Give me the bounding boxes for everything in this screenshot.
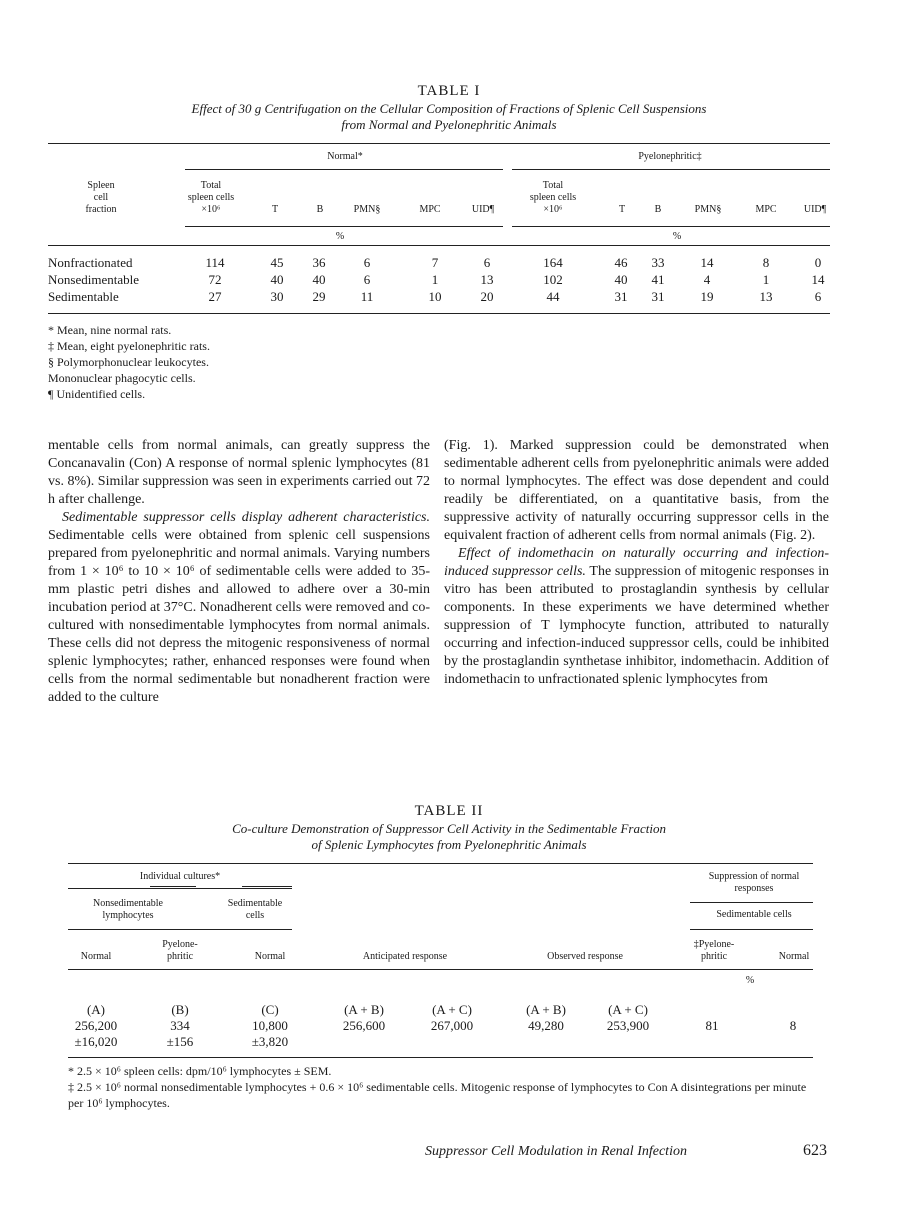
- table1-row-label: Sedimentable: [48, 289, 119, 304]
- table1-cell: 8: [762, 255, 770, 270]
- table1-col-total-normal: Total spleen cells ×10⁶: [187, 180, 235, 215]
- table2-h-anticipated: Anticipated response: [362, 951, 448, 962]
- table2-h-normal3: Normal: [778, 951, 810, 962]
- table1-cell: 40: [270, 272, 284, 287]
- table1-cell: 29: [312, 289, 326, 304]
- table1-row-label: Nonfractionated: [48, 255, 133, 270]
- table2-individual-cultures: Individual cultures*: [139, 871, 221, 882]
- table1-caption-line2: from Normal and Pyelonephritic Animals: [341, 117, 557, 132]
- body-paragraph: Effect of indomethacin on naturally occurring and infection-induced suppressor cells. The suppression of mitogenic responses in vitro has been attributed to prostaglandin synthesis by cellular components. In these experiments we have determined whether suppression of T lymphocyte function, attributed to naturally occurring and infection-induced suppressor cells, could be inhibited by the prostaglandin synthetase inhibitor, indomethacin. Addition of indomethacin to unfractionated splenic lymphocytes from: [444, 546, 829, 687]
- table1-col-T-normal: T: [271, 204, 279, 215]
- table1-group-normal: Normal*: [327, 151, 363, 162]
- table2-sed-header: Sedimentable cells: [227, 898, 283, 921]
- table1-cell: 10: [428, 289, 442, 304]
- table1-cell: 164: [543, 255, 563, 270]
- table2-nonsed-header: Nonsedimentable lymphocytes: [93, 898, 163, 921]
- table2-error: ±3,820: [251, 1034, 289, 1049]
- table2-individual-rule: [68, 888, 292, 889]
- table1-col-B-normal: B: [316, 204, 324, 215]
- table2-sub-rule-a: [150, 886, 196, 887]
- table2-caption-line1: Co-culture Demonstration of Suppressor Cell Activity in the Sedimentable Fraction: [232, 821, 666, 836]
- table2-header-bottom-rule: [68, 969, 813, 970]
- table2-footnotes: * 2.5 × 10⁶ spleen cells: dpm/10⁶ lymphocytes ± SEM. ‡ 2.5 × 10⁶ normal nonsedimentable lymphocytes + 0.6 × 10⁶ sedimentable cells. Mitogenic response of lymphocytes to Con A disintegrations per minute per 10⁶ lymphocytes.: [68, 1064, 807, 1110]
- table1-cell: 30: [270, 289, 284, 304]
- table1-col-T-pyelo: T: [618, 204, 626, 215]
- table1-cell: 14: [811, 272, 825, 287]
- table2-suppression-rule: [690, 902, 813, 903]
- table1-cell: 20: [480, 289, 494, 304]
- table1-cell: 40: [312, 272, 326, 287]
- table1-col-MPC-pyelo: MPC: [755, 204, 777, 215]
- page-number: 623: [803, 1142, 827, 1159]
- table2-bottom-rule: [68, 1057, 813, 1058]
- table1-col-MPC-normal: MPC: [419, 204, 441, 215]
- table2-value: 49,280: [528, 1018, 564, 1033]
- table2-caption-line2: of Splenic Lymphocytes from Pyelonephritic Animals: [311, 837, 587, 852]
- table1-col-UID-normal: UID¶: [471, 204, 495, 215]
- table1-bottom-rule: [48, 313, 830, 314]
- table1-col-UID-pyelo: UID¶: [803, 204, 827, 215]
- table1-title: TABLE I: [417, 83, 481, 99]
- table2-value: 334: [170, 1018, 190, 1033]
- table1-cell: 6: [363, 272, 371, 287]
- table1-cell: 46: [614, 255, 628, 270]
- table1-header-bottom-rule: [48, 245, 830, 246]
- table1-cell: 72: [208, 272, 222, 287]
- table2-label-AC-obs: (A + C): [608, 1002, 648, 1017]
- table1-cell: 33: [651, 255, 665, 270]
- table1-caption-line1: Effect of 30 g Centrifugation on the Cellular Composition of Fractions of Splenic Cell Suspensions: [191, 101, 707, 116]
- table1-col-PMN-normal: PMN§: [353, 204, 381, 215]
- table2-h-normal2: Normal: [254, 951, 286, 962]
- table1-col-total-pyelo: Total spleen cells ×10⁶: [529, 180, 577, 215]
- table2-header-rule-right: [690, 929, 813, 930]
- table1-cell: 19: [700, 289, 714, 304]
- table2-value: 253,900: [606, 1018, 650, 1033]
- running-footer: Suppressor Cell Modulation in Renal Infection: [425, 1144, 687, 1159]
- table1-cell: 36: [312, 255, 326, 270]
- table1-cell: 6: [814, 289, 822, 304]
- table2-percent: %: [745, 975, 755, 986]
- table1-cell: 6: [483, 255, 491, 270]
- table1-normal-rule: [185, 169, 503, 170]
- table2-error: ±16,020: [74, 1034, 118, 1049]
- table2-sub-rule-b: [242, 886, 292, 887]
- table2-sed-cells-header: Sedimentable cells: [716, 909, 792, 920]
- table1-col-B-pyelo: B: [654, 204, 662, 215]
- table1-group-pyelo: Pyelonephritic‡: [638, 151, 702, 162]
- table2-top-rule: [68, 863, 813, 864]
- table2-label-AB-obs: (A + B): [526, 1002, 566, 1017]
- table1-pyelo-rule: [512, 169, 830, 170]
- table2-error: ±156: [166, 1034, 194, 1049]
- table1-cell: 13: [759, 289, 773, 304]
- body-right-column: [444, 437, 829, 689]
- table1-header-rule-normal: [185, 226, 503, 227]
- table1-cell: 4: [703, 272, 711, 287]
- table1-cell: 40: [614, 272, 628, 287]
- table1-cell: 31: [614, 289, 628, 304]
- table1-cell: 0: [814, 255, 822, 270]
- body-left-column: [48, 437, 430, 707]
- body-paragraph: Sedimentable suppressor cells display adherent characteristics. Sedimentable cells were obtained from splenic cell suspensions prepared from pyelonephritic and normal animals. Varying numbers from 1 × 10⁶ to 10 × 10⁶ of sedimentable cells were added to 35-mm plastic petri dishes and allowed to adhere over a 30-min incubation period at 37°C. Nonadherent cells were removed and co-cultured with nonsedimentable lymphocytes from normal animals. These cells did not depress the mitogenic responsiveness of normal splenic lymphocytes; rather, enhanced responses were found when cells from the normal sedimentable but nonadherent fraction were added to the culture: [48, 510, 430, 705]
- table2-value: 81: [705, 1018, 719, 1033]
- table1-header-rule-pyelo: [512, 226, 830, 227]
- table1-cell: 13: [480, 272, 494, 287]
- table1-cell: 44: [546, 289, 560, 304]
- table2-value: 256,200: [74, 1018, 118, 1033]
- table2-label-AC: (A + C): [432, 1002, 472, 1017]
- table1-cell: 14: [700, 255, 714, 270]
- table2-label-C: (C): [261, 1002, 279, 1017]
- table1-cell: 11: [360, 289, 374, 304]
- table1-cell: 45: [270, 255, 284, 270]
- table1-percent-normal: %: [335, 231, 345, 242]
- table2-h-normal: Normal: [80, 951, 112, 962]
- table1-top-rule: [48, 143, 830, 144]
- table2-suppression-header: Suppression of normal responses: [708, 871, 800, 894]
- table1-cell: 27: [208, 289, 222, 304]
- table2-h-pyelo: Pyelone- phritic: [162, 939, 198, 962]
- table1-col-spleen: Spleen cell fraction: [85, 180, 117, 215]
- table2-label-A: (A): [86, 1002, 106, 1017]
- table1-cell: 1: [762, 272, 770, 287]
- table1-cell: 1: [431, 272, 439, 287]
- table2-value: 267,000: [430, 1018, 474, 1033]
- table2-label-AB: (A + B): [344, 1002, 384, 1017]
- body-paragraph: mentable cells from normal animals, can greatly suppress the Concanavalin (Con) A response of normal splenic lymphocytes (81 vs. 8%). Similar suppression was seen in experiments carried out 72 h after challenge.: [48, 438, 430, 507]
- table2-label-B: (B): [171, 1002, 189, 1017]
- table1-percent-pyelo: %: [672, 231, 682, 242]
- table1-cell: 102: [543, 272, 563, 287]
- table1-cell: 7: [431, 255, 439, 270]
- table2-h-pyelo2: ‡Pyelone- phritic: [693, 939, 735, 962]
- table2-value: 10,800: [252, 1018, 288, 1033]
- table1-row-label: Nonsedimentable: [48, 272, 139, 287]
- table2-value: 8: [789, 1018, 797, 1033]
- body-paragraph: (Fig. 1). Marked suppression could be demonstrated when sedimentable adherent cells from pyelonephritic animals were added to normal lymphocytes. The effect was dose dependent and could readily be differentiated, on a quantitative basis, from the suppressive activity of naturally occurring suppressor cells in the equivalent fraction of adherent cells from normal animals (Fig. 2).: [444, 438, 829, 543]
- table2-h-observed: Observed response: [547, 951, 623, 962]
- table1-cell: 114: [205, 255, 225, 270]
- table1-col-PMN-pyelo: PMN§: [694, 204, 722, 215]
- table2-value: 256,600: [342, 1018, 386, 1033]
- table1-cell: 31: [651, 289, 665, 304]
- table1-cell: 41: [651, 272, 665, 287]
- table1-footnotes: * Mean, nine normal rats. ‡ Mean, eight pyelonephritic rats. § Polymorphonuclear leukocytes. Mononuclear phagocytic cells. ¶ Unidentified cells.: [48, 323, 210, 401]
- table1-cell: 6: [363, 255, 371, 270]
- table2-header-rule-left: [68, 929, 292, 930]
- table2-title: TABLE II: [414, 803, 484, 819]
